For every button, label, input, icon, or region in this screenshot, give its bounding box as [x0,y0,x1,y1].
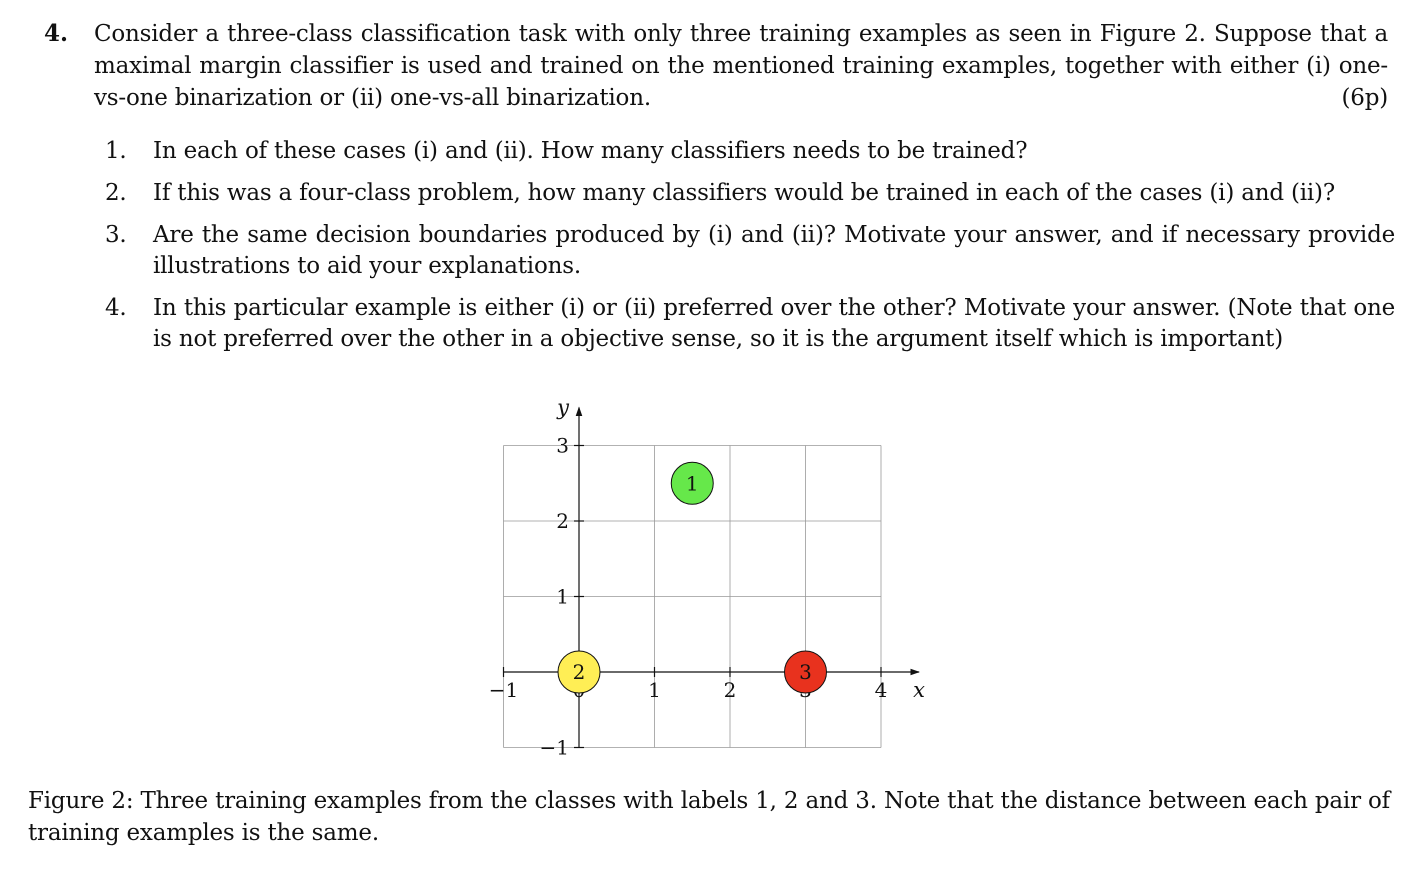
figure-caption: Figure 2: Three training examples from the classes with labels 1, 2 and 3. Note that the distance between each pair of training examples is the same. [28,788,1390,846]
question-number: 1. [105,138,127,164]
figure-2 [490,385,940,764]
x-tick-label: 4 [874,678,888,702]
question-list [105,136,1395,366]
y-tick-label: −1 [539,735,569,760]
data-point-class-2 [558,651,600,693]
question-text: Are the same decision boundaries produced by (i) and (ii)? Motivate your answer, and if necessary provide illustrations to aid your explanations. [153,222,1395,279]
problem-statement [94,18,1388,114]
question-number: 3. [105,222,127,248]
problem-points: (6p) [1341,85,1388,111]
question-number: 2. [105,180,127,206]
question-text: In this particular example is either (i) or (ii) preferred over the other? Motivate your answer. (Note that one is not preferred over the other in a objective sense, so it is the argument itself which is important) [153,295,1395,352]
question-number: 4. [105,295,127,321]
question-item [105,178,1395,209]
problem-number: 4. [44,20,69,47]
x-tick-label: −1 [490,678,519,702]
data-point-class-1 [671,462,713,504]
x-axis-label: x [913,678,925,702]
x-tick-label: 1 [648,678,661,702]
x-tick-label: 2 [723,678,737,702]
data-point-class-3 [785,651,827,693]
question-item [105,136,1395,167]
y-axis-label: y [557,395,569,420]
y-tick-label: 3 [556,433,569,458]
question-item [105,220,1395,282]
data-point-label: 2 [572,660,586,684]
problem-text: Consider a three-class classification task with only three training examples as seen in Figure 2. Suppose that a maximal margin classifier is used and trained on the mentioned training examples, together with either (i) one-vs-one binarization or (ii) one-vs-all binarization. [94,21,1388,111]
data-point-label: 1 [685,471,699,496]
question-text: If this was a four-class problem, how many classifiers would be trained in each of the cases (i) and (ii)? [153,180,1335,206]
data-point-label: 3 [799,660,812,684]
scatter-plot [490,385,940,760]
question-text: In each of these cases (i) and (ii). How many classifiers needs to be trained? [153,138,1028,164]
question-item [105,293,1395,355]
y-tick-label: 1 [556,584,569,609]
y-tick-label: 2 [556,509,569,533]
